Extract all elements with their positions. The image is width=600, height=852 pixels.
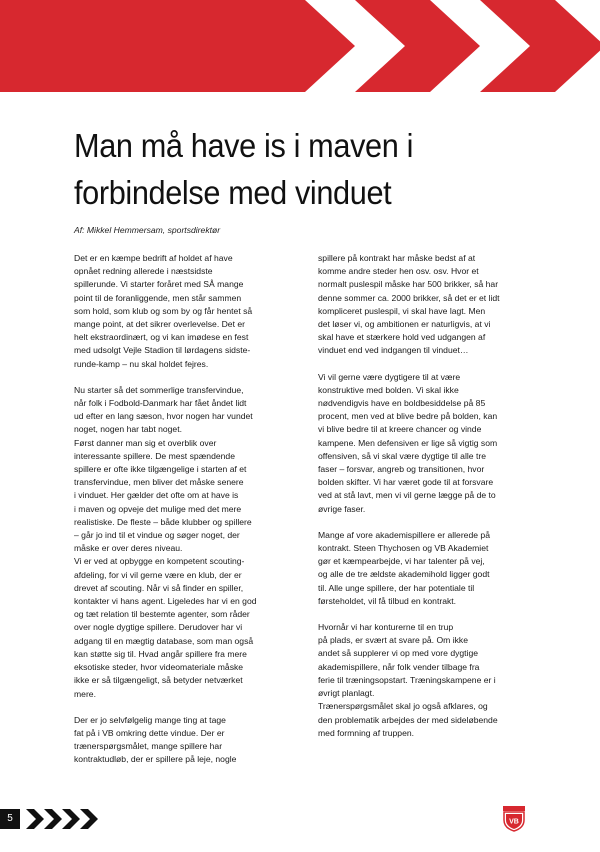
paragraph: Vi vil gerne være dygtigere til at være konstruktive med bolden. Vi skal ikke nødvendigvis have en boldbesiddelse på 85 procent, men ved at blive bedre på bolden, kan vi blive bedre til at kreere chancer og vinde kampene. Men defensiven er lige så vigtig som offensiven, så vi skal være dygtige til alle tre faser – forsvar, angreb og transitionen, hvor bolden skifter. Vi har været gode til at forsvare ved at stå lavt, men vi vil gerne lægge på de to øvrige faser. xyxy=(318,371,498,514)
article-title: Man må have is i maven i forbindelse med vinduet xyxy=(74,127,414,211)
footer-arrows-icon xyxy=(26,809,98,829)
article-column-left xyxy=(74,252,292,767)
paragraph: Der er jo selvfølgelig mange ting at tage fat på i VB omkring dette vindue. Der er trænerspørgsmålet, mange spillere har kontraktudløb, der er spillere på leje, nogle xyxy=(74,714,237,765)
svg-text:VB: VB xyxy=(509,818,519,826)
article-byline: Af: Mikkel Hemmersam, sportsdirektør xyxy=(74,225,221,235)
page-number: 5 xyxy=(0,809,20,829)
vb-club-crest-icon xyxy=(503,806,525,832)
paragraph: spillere på kontrakt har måske bedst af at komme andre steder hen osv. osv. Hvor et normalt puslespil måske har 500 brikker, så har denne sommer ca. 2000 brikker, så det er et lidt kompliceret puslespil, vi skal have lagt. Men det løser vi, og ambitionen er naturligvis, at vi skal have et stærkere hold ved udgangen af vinduet end ved indgangen til vinduet… xyxy=(318,253,500,356)
header-chevron-banner xyxy=(0,0,600,92)
paragraph: Nu starter så det sommerlige transfervindue, når folk i Fodbold-Danmark har fået åndet lidt ud efter en lang sæson, hvor nogen har vundet noget, nogen har tabt noget. Først danner man sig et overblik over interessante spillere. De mest spændende spillere er ofte ikke tilgængelige i starten af et transfervindue, men bliver det måske senere i vinduet. Her gælder det ofte om at have is i maven og opveje det mulige med det mere realistiske. De fleste – både klubber og spillere – går jo ind til et vindue og søger noget, der måske er over deres niveau. Vi er ved at opbygge en kompetent scouting- afdeling, for vi vil gerne være en klub, der er drevet af scouting. Når vi så finder en spiller, kontakter vi hans agent. Ligeledes har vi en god og tæt relation til bestemte agenter, som råder over nogle dygtige spillere. Derudover har vi adgang til en mægtig database, som man også kan støtte sig til. Hvad angår spillere fra mere eksotiske steder, hvor videomateriale måske ikke er så tilgængeligt, så betyder netværket mere. xyxy=(74,384,257,699)
article-column-right xyxy=(318,252,536,740)
paragraph: Hvornår vi har konturerne til en trup på plads, er svært at svare på. Om ikke andet så supplerer vi op med vore dygtige akademispillere, når folk vender tilbage fra ferie til træningsopstart. Træningskampene er i øvrigt planlagt. Trænerspørgsmålet skal jo også afklares, og den problematik arbejdes der med sideløbende med formning af truppen. xyxy=(318,622,498,738)
paragraph: Det er en kæmpe bedrift af holdet af have opnået redning allerede i næstsidste spillerunde. Vi starter foråret med SÅ mange point til de foranliggende, men står sammen som hold, som klub og som by og får hentet så mange point, at det sikrer overlevelse. Det er helt ekstraordinært, og vi kan imødese en fest med udsolgt Vejle Stadion til lørdagens sidste- runde-kamp – nu skal holdet fejres. xyxy=(74,253,253,369)
paragraph: Mange af vore akademispillere er allerede på kontrakt. Steen Thychosen og VB Akademiet gør et kæmpearbejde, vi har talenter på vej, og alle de tre ældste akademihold ligger godt til. Alle unge spillere, der har potentiale til førsteholdet, vil få tilbud en kontrakt. xyxy=(318,529,490,606)
